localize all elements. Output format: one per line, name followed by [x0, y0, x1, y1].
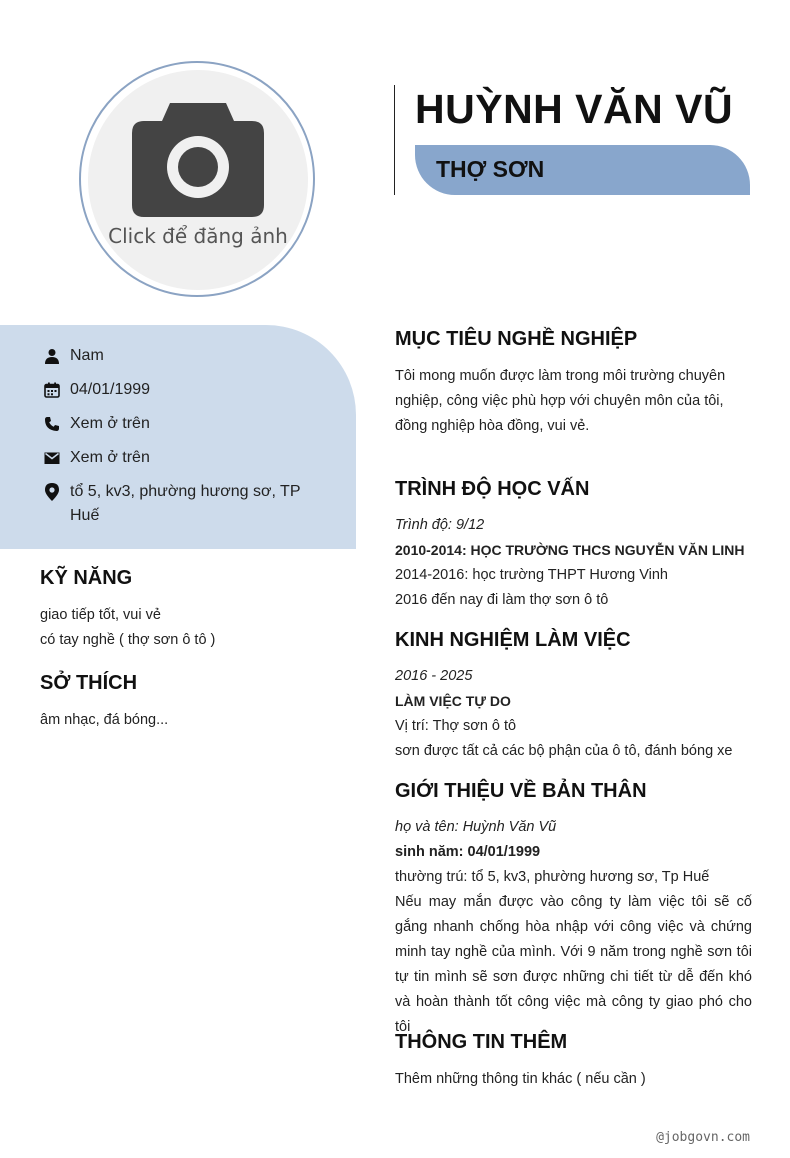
education-heading: TRÌNH ĐỘ HỌC VẤN — [395, 478, 590, 500]
candidate-name: HUỲNH VĂN VŨ — [415, 86, 734, 132]
hobbies-text: âm nhạc, đá bóng... — [40, 712, 169, 728]
about-residence: thường trú: tổ 5, kv3, phường hương sơ, Tp Huế — [395, 869, 710, 885]
email-value: Xem ở trên — [70, 449, 150, 466]
experience-description: sơn được tất cả các bộ phận của ô tô, đánh bóng xe — [395, 743, 733, 759]
skill-item: có tay nghề ( thợ sơn ô tô ) — [40, 632, 216, 648]
education-line: 2016 đến nay đi làm thợ sơn ô tô — [395, 592, 609, 608]
about-birth: sinh năm: 04/01/1999 — [395, 844, 541, 860]
skill-item: giao tiếp tốt, vui vẻ — [40, 607, 161, 623]
email-icon — [42, 446, 62, 470]
contact-birthday — [42, 378, 310, 402]
extra-text: Thêm những thông tin khác ( nếu cần ) — [395, 1071, 646, 1087]
experience-body — [395, 664, 755, 764]
about-name: họ và tên: Huỳnh Văn Vũ — [395, 819, 557, 835]
about-heading: GIỚI THIỆU VỀ BẢN THÂN — [395, 780, 647, 802]
calendar-icon — [42, 378, 62, 402]
contact-address — [42, 480, 310, 528]
job-title: THỢ SƠN — [436, 156, 545, 182]
phone-icon — [42, 412, 62, 436]
objective-text: Tôi mong muốn được làm trong môi trường chuyên nghiệp, công việc phù hợp với chuyên môn của tôi, đồng nghiệp hòa đồng, vui vẻ. — [395, 368, 726, 434]
address-value: tổ 5, kv3, phường hương sơ, TP Huế — [70, 483, 301, 524]
skills-heading: KỸ NĂNG — [40, 567, 133, 589]
contact-email — [42, 446, 310, 470]
experience-company: LÀM VIỆC TỰ DO — [395, 693, 511, 709]
watermark: @jobgovn.com — [656, 1130, 750, 1145]
skills-list — [40, 603, 340, 653]
location-pin-icon — [42, 480, 62, 504]
experience-position: Vị trí: Thợ sơn ô tô — [395, 718, 517, 734]
objective-heading: MỤC TIÊU NGHỀ NGHIỆP — [395, 328, 638, 350]
extra-heading: THÔNG TIN THÊM — [395, 1031, 568, 1053]
gender-value: Nam — [70, 347, 104, 364]
phone-value: Xem ở trên — [70, 415, 150, 432]
education-school: 2010-2014: HỌC TRƯỜNG THCS NGUYỄN VĂN LINH — [395, 542, 745, 558]
experience-period: 2016 - 2025 — [395, 668, 473, 684]
hobbies-heading: SỞ THÍCH — [40, 672, 138, 694]
education-level: Trình độ: 9/12 — [395, 517, 485, 533]
education-body — [395, 513, 755, 613]
header-divider — [394, 85, 395, 195]
contact-phone — [42, 412, 310, 436]
upload-photo-label[interactable]: Click để đăng ảnh — [108, 224, 288, 248]
person-icon — [42, 344, 62, 368]
contact-gender — [42, 344, 310, 368]
education-line: 2014-2016: học trường THPT Hương Vinh — [395, 567, 669, 583]
camera-icon[interactable] — [132, 103, 264, 217]
birthday-value: 04/01/1999 — [70, 381, 151, 398]
about-body — [395, 815, 752, 1040]
experience-heading: KINH NGHIỆM LÀM VIỆC — [395, 629, 631, 651]
about-paragraph: Nếu may mắn được vào công ty làm việc tôi sẽ cố gắng nhanh chống hòa nhập với công việc và chứng minh tay nghề của mình. Với 9 năm trong nghề sơn tôi tự tin mình sẽ sơn được những chi tiết từ dễ đến khó và hoàn thành tốt công việc mà công ty giao phó cho tôi — [395, 894, 752, 1035]
